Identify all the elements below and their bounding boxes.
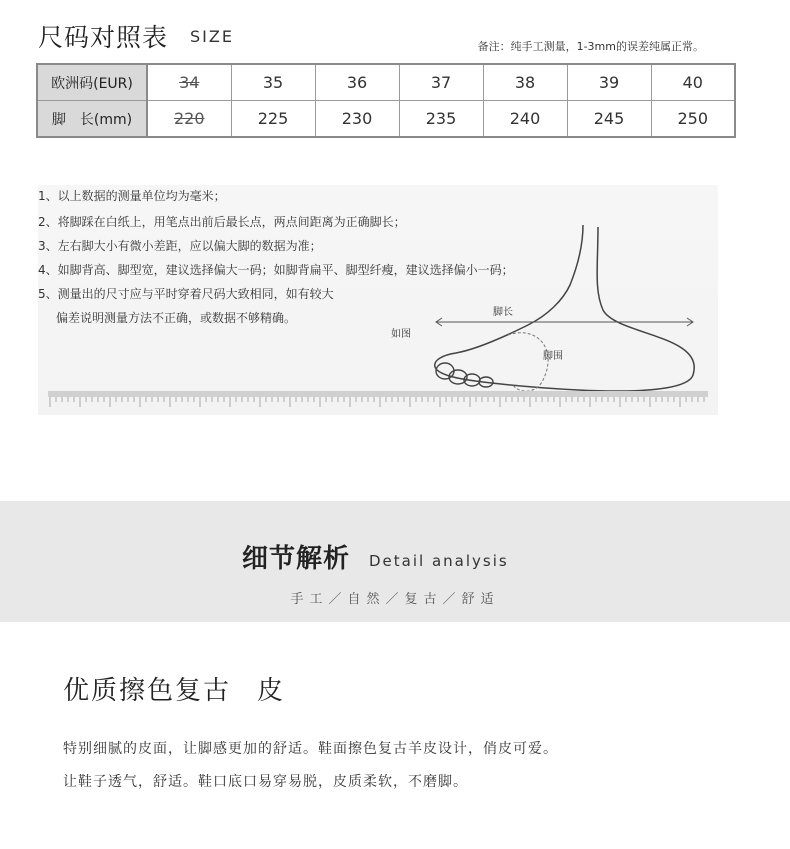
size-cell	[567, 101, 651, 138]
size-cell-value: 230	[341, 109, 373, 128]
measurement-note: 备注：纯手工测量，1-3mm的误差纯属正常。	[477, 40, 704, 53]
foot-outline-icon	[435, 225, 695, 391]
leather-title-part1: 优质擦色复古	[63, 676, 232, 706]
leather-description-line2: 让鞋子透气，舒适。鞋口底口易穿易脱，皮质柔软，不磨脚。	[63, 774, 468, 790]
size-cell-value: 40	[682, 73, 703, 92]
detail-title-en: Detail analysis	[369, 552, 509, 570]
size-cell	[231, 64, 315, 101]
detail-subtitle: 手工／自然／复古／舒适	[290, 592, 500, 607]
size-row-label: 脚 长(mm)	[37, 101, 147, 138]
size-chart-table	[36, 63, 736, 138]
size-table-row	[37, 64, 735, 101]
size-row-label: 欧洲码(EUR)	[37, 64, 147, 101]
instruction-item: 3、左右脚大小有微小差距，应以偏大脚的数据为准；	[38, 239, 322, 253]
size-cell-value: 34	[179, 73, 200, 92]
instruction-item: 2、将脚踩在白纸上，用笔点出前后最长点，两点间距离为正确脚长；	[38, 215, 406, 229]
size-cell-value: 36	[346, 73, 368, 92]
instruction-item: 4、如脚背高、脚型宽，建议选择偏大一码；如脚背扁平、脚型纤瘦，建议选择偏小一码；	[38, 263, 514, 277]
size-cell	[147, 64, 231, 101]
size-cell	[483, 101, 567, 138]
detail-title-cn: 细节解析	[242, 544, 351, 574]
detail-analysis-banner	[0, 501, 790, 622]
instruction-item: 5、测量出的尺寸应与平时穿着尺码大致相同，如有较大	[38, 287, 334, 301]
size-table-row	[37, 101, 735, 138]
foot-measurement-diagram	[38, 185, 718, 415]
size-cell-value: 250	[677, 109, 709, 128]
page-title: 尺码对照表	[38, 23, 169, 52]
size-cell-value: 35	[262, 73, 284, 92]
instruction-item: 1、以上数据的测量单位均为毫米；	[38, 189, 226, 203]
size-cell-value: 245	[593, 109, 625, 128]
diagram-label-foot-length: 脚长	[493, 307, 513, 318]
size-cell-value: 235	[425, 109, 457, 128]
size-cell	[483, 64, 567, 101]
size-cell-value: 38	[514, 73, 536, 92]
size-cell	[399, 64, 483, 101]
size-cell	[651, 101, 735, 138]
size-cell	[315, 101, 399, 138]
size-cell	[231, 101, 315, 138]
page-title-en: SIZE	[190, 27, 234, 46]
size-cell-value: 39	[598, 73, 620, 92]
diagram-label-foot-girth: 脚围	[543, 351, 563, 362]
size-cell-value: 220	[173, 109, 205, 128]
size-cell	[399, 101, 483, 138]
leather-description-line1: 特别细腻的皮面，让脚感更加的舒适。鞋面擦色复古羊皮设计，俏皮可爱。	[63, 741, 558, 757]
leather-section-title	[63, 670, 285, 707]
leather-title-part2: 皮	[257, 676, 286, 706]
size-cell-value: 225	[257, 109, 289, 128]
size-cell	[651, 64, 735, 101]
diagram-label-figure: 如图	[391, 329, 411, 340]
size-cell-value: 37	[430, 73, 452, 92]
size-cell	[147, 101, 231, 138]
size-cell-value: 240	[509, 109, 541, 128]
size-cell	[315, 64, 399, 101]
size-cell	[567, 64, 651, 101]
measurement-instructions	[38, 185, 718, 415]
instruction-item: 偏差说明测量方法不正确，或数据不够精确。	[56, 311, 297, 325]
